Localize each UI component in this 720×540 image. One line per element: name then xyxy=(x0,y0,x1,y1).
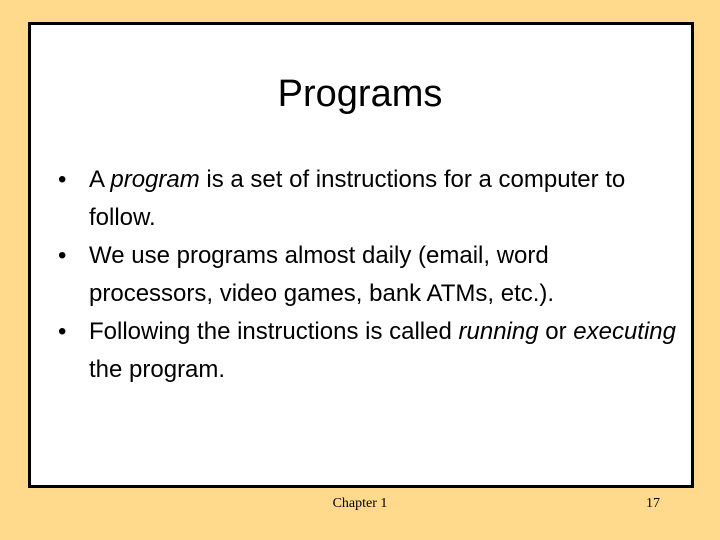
bullet-text-segment: or xyxy=(538,318,574,345)
bullet-list xyxy=(58,161,678,389)
bullet-item xyxy=(58,237,678,313)
bullet-text-segment: We use programs almost daily (email, word processors, video games, bank ATMs, etc.). xyxy=(89,242,555,307)
bullet-text-segment: the program. xyxy=(89,356,226,383)
bullet-text-emphasis: program xyxy=(110,166,200,193)
footer-chapter: Chapter 1 xyxy=(332,496,388,511)
bullet-text-segment: is a set of instructions for a computer to follow. xyxy=(89,166,626,231)
bullet-marker: • xyxy=(58,318,67,345)
bullet-text-segment: A xyxy=(89,166,111,193)
slide-title: Programs xyxy=(277,73,443,115)
bullet-text-segment: Following the instructions is called xyxy=(89,318,459,345)
bullet-text-emphasis: running xyxy=(458,318,539,345)
bullet-text-emphasis: executing xyxy=(573,318,677,345)
bullet-marker: • xyxy=(58,242,67,269)
bullet-marker: • xyxy=(58,166,67,193)
footer-page-number: 17 xyxy=(646,496,660,511)
bullet-item xyxy=(58,161,678,237)
bullet-item xyxy=(58,313,678,389)
